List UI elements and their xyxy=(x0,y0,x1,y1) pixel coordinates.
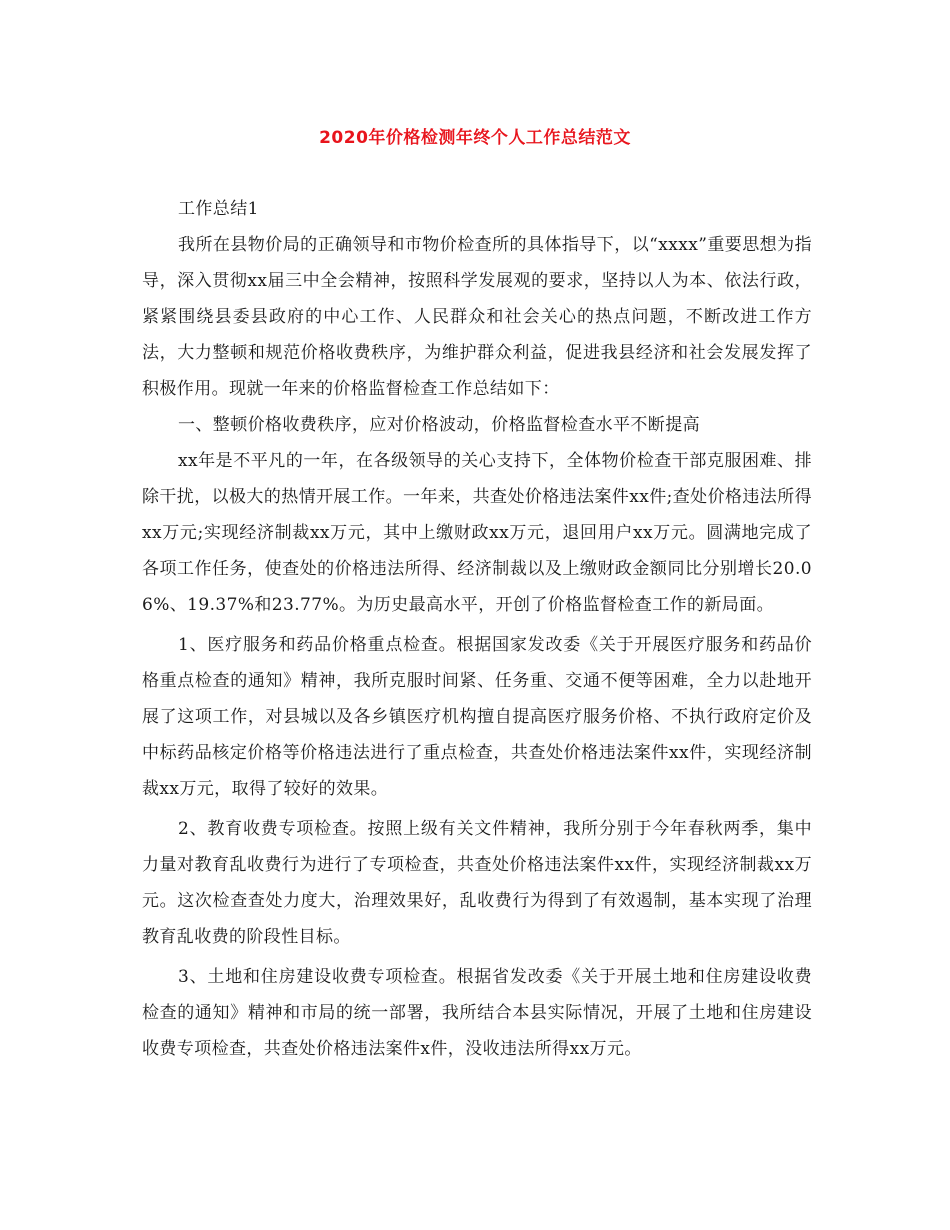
section-heading-1: 一、整顿价格收费秩序，应对价格波动，价格监督检查水平不断提高 xyxy=(178,415,700,435)
document-title: 2020年价格检测年终个人工作总结范文 xyxy=(319,128,631,148)
education-inspection-paragraph: 2、教育收费专项检查。按照上级有关文件精神，我所分别于今年春秋两季，集中力量对教育乱收费行为进行了专项检查，共查处价格违法案件xx件，实现经济制裁xx万元。这次检查查处力度大，治理效果好，乱收费行为得到了有效遏制，基本实现了治理教育乱收费的阶段性目标。 xyxy=(142,819,812,947)
overview-paragraph: xx年是不平凡的一年，在各级领导的关心支持下，全体物价检查干部克服困难、排除干扰，以极大的热情开展工作。一年来，共查处价格违法案件xx件;查处价格违法所得xx万元;实现经济制裁xx万元，其中上缴财政xx万元，退回用户xx万元。圆满地完成了各项工作任务，使查处的价格违法所得、经济制裁以及上缴财政金额同比分别增长20.06%、19.37%和23.77%。为历史最高水平，开创了价格监督检查工作的新局面。 xyxy=(142,451,812,615)
intro-paragraph: 我所在县物价局的正确领导和市物价检查所的具体指导下，以“xxxx”重要思想为指导，深入贯彻xx届三中全会精神，按照科学发展观的要求，坚持以人为本、依法行政，紧紧围绕县委县政府的中心工作、人民群众和社会关心的热点问题，不断改进工作方法，大力整顿和规范价格收费秩序，为维护群众利益，促进我县经济和社会发展发挥了积极作用。现就一年来的价格监督检查工作总结如下： xyxy=(142,235,812,399)
section-heading-summary-1: 工作总结1 xyxy=(178,199,259,219)
document-body xyxy=(142,191,812,1067)
medical-inspection-paragraph: 1、医疗服务和药品价格重点检查。根据国家发改委《关于开展医疗服务和药品价格重点检查的通知》精神，我所克服时间紧、任务重、交通不便等困难，全力以赴地开展了这项工作，对县城以及各乡镇医疗机构擅自提高医疗服务价格、不执行政府定价及中标药品核定价格等价格违法进行了重点检查，共查处价格违法案件xx件，实现经济制裁xx万元，取得了较好的效果。 xyxy=(142,635,812,799)
land-housing-inspection-paragraph: 3、土地和住房建设收费专项检查。根据省发改委《关于开展土地和住房建设收费检查的通知》精神和市局的统一部署，我所结合本县实际情况，开展了土地和住房建设收费专项检查，共查处价格违法案件x件，没收违法所得xx万元。 xyxy=(142,967,812,1059)
